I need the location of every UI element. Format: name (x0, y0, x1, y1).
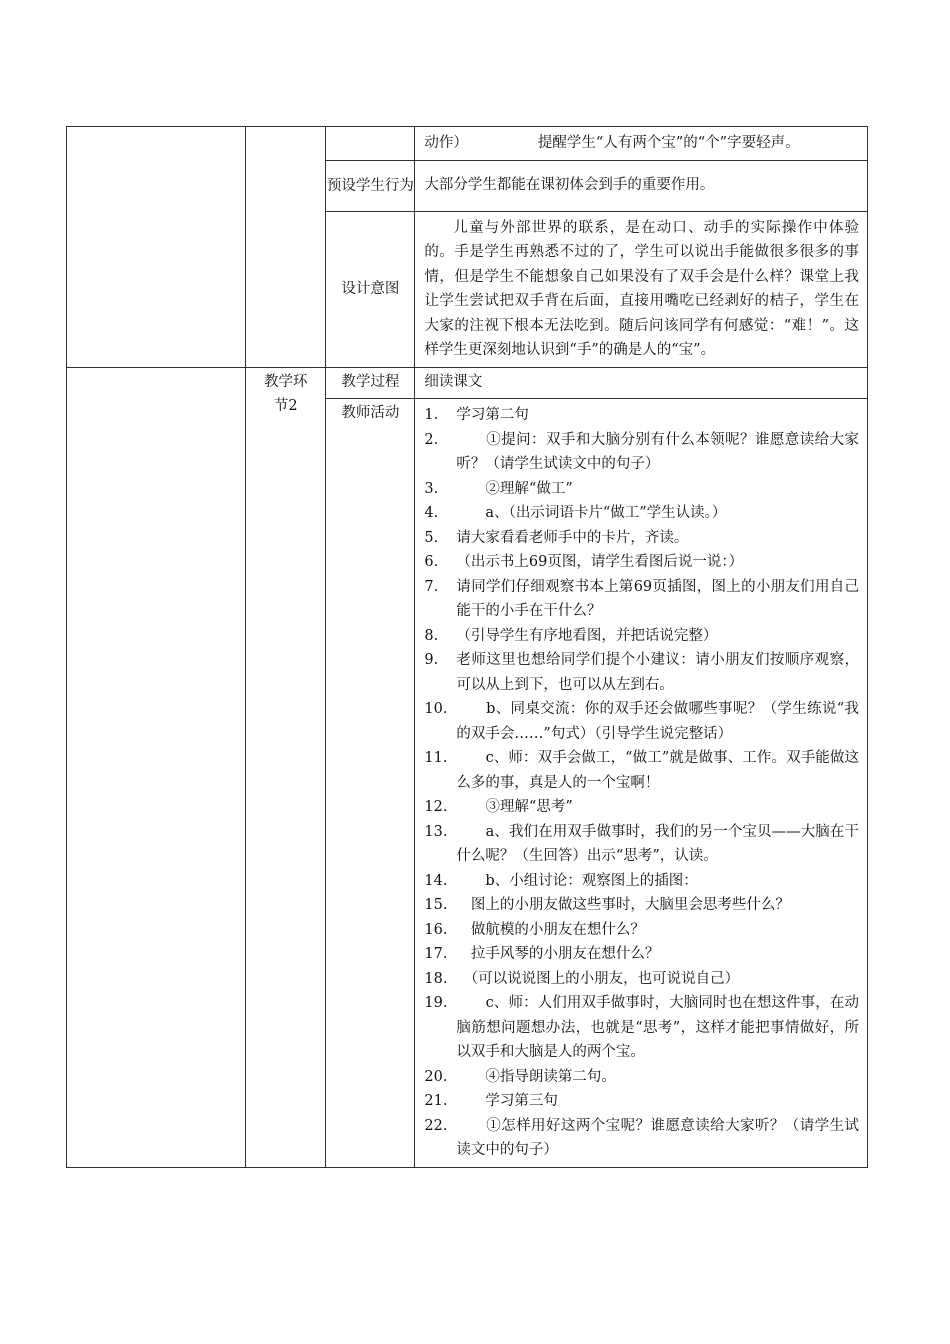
activity-item (424, 942, 859, 967)
activity-item-text: 图上的小朋友做这些事时，大脑里会思考些什么？ (456, 897, 790, 913)
activity-item-text: ②理解“做工” (456, 480, 573, 497)
activity-item (424, 795, 859, 820)
activity-item-text: 学习第二句 (456, 407, 529, 423)
activity-item-number: 2. (424, 431, 439, 448)
teaching-process-content: 细读课文 (415, 367, 868, 399)
activity-item-text: （出示书上69页图，请学生看图后说一说：） (456, 554, 744, 570)
activity-item-number: 18. (424, 970, 448, 987)
activity-item (424, 575, 859, 624)
activity-item-number: 5. (424, 529, 439, 546)
activity-list (424, 403, 859, 1163)
teaching-section-label: 教学环节2 (246, 367, 326, 1167)
activity-item-text: a、（出示词语卡片“做工”学生认读。） (456, 505, 727, 521)
activity-item (424, 403, 859, 428)
activity-item (424, 869, 859, 894)
outer-empty-cell (67, 127, 246, 368)
activity-item-text: ④指导朗读第二句。 (456, 1068, 616, 1085)
lesson-plan-table (66, 126, 868, 1168)
teacher-activity-content (415, 399, 868, 1168)
activity-item-text: c、师：双手会做工，“做工”就是做事、工作。双手能做这么多的事，真是人的一个宝啊！ (456, 750, 859, 791)
activity-item (424, 648, 859, 697)
teacher-activity-label: 教师活动 (326, 399, 415, 1168)
activity-item-text: 学习第三句 (456, 1093, 558, 1109)
expected-behavior-label: 预设学生行为 (326, 160, 415, 211)
activity-item (424, 918, 859, 943)
activity-item-text: 拉手风琴的小朋友在想什么？ (456, 946, 660, 962)
activity-item-text: 请大家看看老师手中的卡片，齐读。 (456, 529, 689, 546)
row-teaching-process (67, 367, 868, 399)
activity-item-number: 21. (424, 1093, 448, 1109)
activity-item (424, 746, 859, 795)
activity-item (424, 477, 859, 502)
section-empty-cell (246, 127, 326, 368)
activity-item-number: 9. (424, 652, 439, 668)
activity-item (424, 624, 859, 649)
activity-item-number: 19. (424, 995, 448, 1011)
activity-item-text: a、我们在用双手做事时，我们的另一个宝贝——大脑在干什么呢？（生回答）出示“思考”，认读。 (456, 823, 859, 864)
activity-item-number: 4. (424, 505, 439, 521)
activity-item-number: 6. (424, 554, 439, 570)
activity-item-number: 12. (424, 799, 448, 815)
activity-item (424, 820, 859, 869)
activity-item-text: ①提问：双手和大脑分别有什么本领呢？谁愿意读给大家听？（请学生试读文中的句子） (456, 431, 859, 472)
outer-empty-cell-2 (67, 367, 246, 1167)
activity-item-text: ①怎样用好这两个宝呢？谁愿意读给大家听？（请学生试读文中的句子） (456, 1117, 859, 1158)
activity-item (424, 428, 859, 477)
activity-item-number: 20. (424, 1068, 448, 1085)
activity-item (424, 967, 859, 992)
activity-item-number: 14. (424, 872, 448, 889)
activity-item (424, 501, 859, 526)
activity-item-number: 8. (424, 627, 439, 644)
activity-item-text: b、小组讨论：观察图上的插图： (456, 872, 698, 889)
activity-item-number: 1. (424, 407, 439, 423)
activity-item-number: 13. (424, 823, 448, 840)
design-intent-content: 儿童与外部世界的联系，是在动口、动手的实际操作中体验的。手是学生再熟悉不过的了，学生可以说出手能做很多很多的事情，但是学生不能想象自己如果没有了双手会是什么样？课堂上我让学生尝试把双手背在后面，直接用嘴吃已经剥好的桔子，学生在大家的注视下根本无法吃到。随后问该同学有何感觉：“难！”。这样学生更深刻地认识到“手”的确是人的“宝”。 (415, 211, 868, 367)
activity-item-number: 10. (424, 701, 448, 717)
design-intent-label: 设计意图 (326, 211, 415, 367)
label-empty-cell (326, 127, 415, 161)
activity-item-number: 22. (424, 1117, 448, 1134)
activity-item-number: 11. (424, 750, 448, 766)
activity-item-text: 老师这里也想给同学们提个小建议：请小朋友们按顺序观察，可以从上到下，也可以从左到右。 (456, 652, 859, 693)
activity-item (424, 697, 859, 746)
activity-item-number: 7. (424, 578, 439, 595)
activity-item-text: b、同桌交流：你的双手还会做哪些事呢？（学生练说“我的双手会……”句式）（引导学生说完整话） (456, 701, 859, 742)
activity-item-number: 17. (424, 946, 448, 962)
activity-item (424, 991, 859, 1065)
activity-item-text: ③理解“思考” (456, 799, 573, 815)
activity-item-text: 做航模的小朋友在想什么？ (456, 921, 645, 938)
activity-item-number: 15. (424, 897, 448, 913)
teaching-process-label: 教学过程 (326, 367, 415, 399)
activity-item (424, 550, 859, 575)
activity-item (424, 1114, 859, 1163)
activity-item-text: 请同学们仔细观察书本上第69页插图，图上的小朋友们用自己能干的小手在干什么？ (456, 578, 859, 619)
row-action-note (67, 127, 868, 161)
activity-item-number: 3. (424, 480, 439, 497)
expected-behavior-content: 大部分学生都能在课初体会到手的重要作用。 (415, 160, 868, 211)
action-note-cell (415, 127, 868, 161)
activity-item (424, 1089, 859, 1114)
activity-item-text: （引导学生有序地看图，并把话说完整） (456, 627, 718, 644)
activity-item (424, 526, 859, 551)
activity-item (424, 1065, 859, 1090)
activity-item-text: c、师：人们用双手做事时，大脑同时也在想这件事，在动脑筋想问题想办法，也就是“思考”，这样才能把事情做好，所以双手和大脑是人的两个宝。 (456, 995, 859, 1060)
activity-item-text: （可以说说图上的小朋友，也可说说自己） (456, 970, 740, 987)
action-note-part1: 动作） (424, 135, 468, 151)
activity-item-number: 16. (424, 921, 448, 938)
activity-item (424, 893, 859, 918)
action-note-part2: 提醒学生“人有两个宝”的“个”字要轻声。 (537, 135, 800, 151)
